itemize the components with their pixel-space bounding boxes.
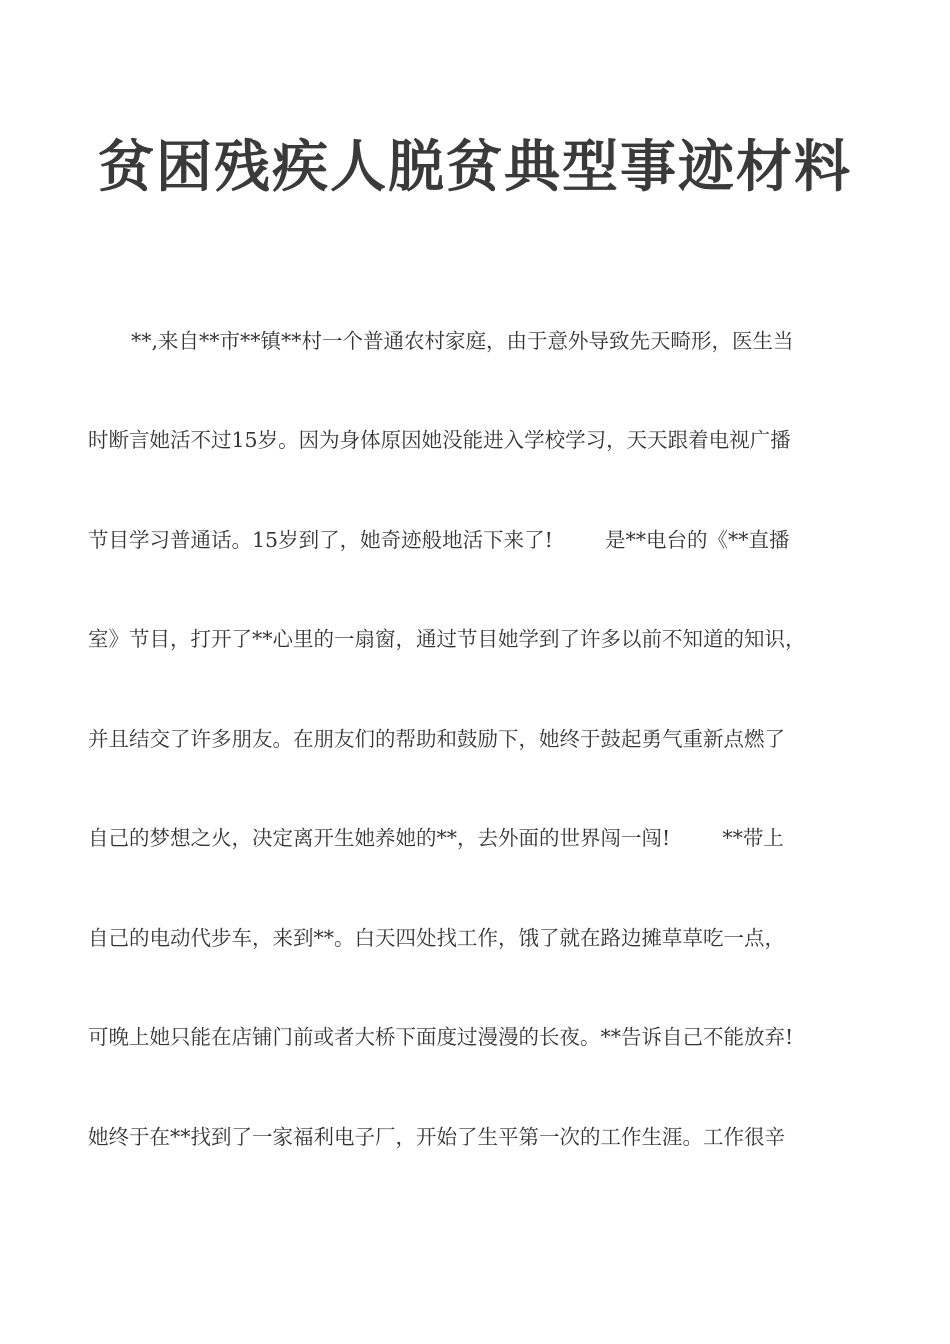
- document-title: 贫困残疾人脱贫典型事迹材料: [98, 135, 852, 200]
- paragraph-line: 自己的电动代步车，来到**。白天四处找工作，饿了就在路边摊草草吃一点，: [88, 926, 785, 950]
- paragraph-line: 可晚上她只能在店铺门前或者大桥下面度过漫漫的长夜。**告诉自己不能放弃!: [88, 1025, 794, 1049]
- paragraph-line: 自己的梦想之火，决定离开生她养她的**，去外面的世界闯一闯! **带上: [88, 826, 784, 850]
- paragraph-line: 室》节目，打开了**心里的一扇窗，通过节目她学到了许多以前不知道的知识，: [88, 627, 806, 651]
- paragraph-line: 并且结交了许多朋友。在朋友们的帮助和鼓励下，她终于鼓起勇气重新点燃了: [88, 727, 785, 751]
- paragraph-line: 时断言她活不过15岁。因为身体原因她没能进入学校学习，天天跟着电视广播: [88, 428, 791, 452]
- paragraph-line: 节目学习普通话。15岁到了，她奇迹般地活下来了! 是**电台的《**直播: [88, 528, 790, 552]
- paragraph-line: 她终于在**找到了一家福利电子厂，开始了生平第一次的工作生涯。工作很辛: [88, 1125, 785, 1149]
- paragraph-line: **,来自**市**镇**村一个普通农村家庭，由于意外导致先天畸形，医生当: [131, 329, 794, 353]
